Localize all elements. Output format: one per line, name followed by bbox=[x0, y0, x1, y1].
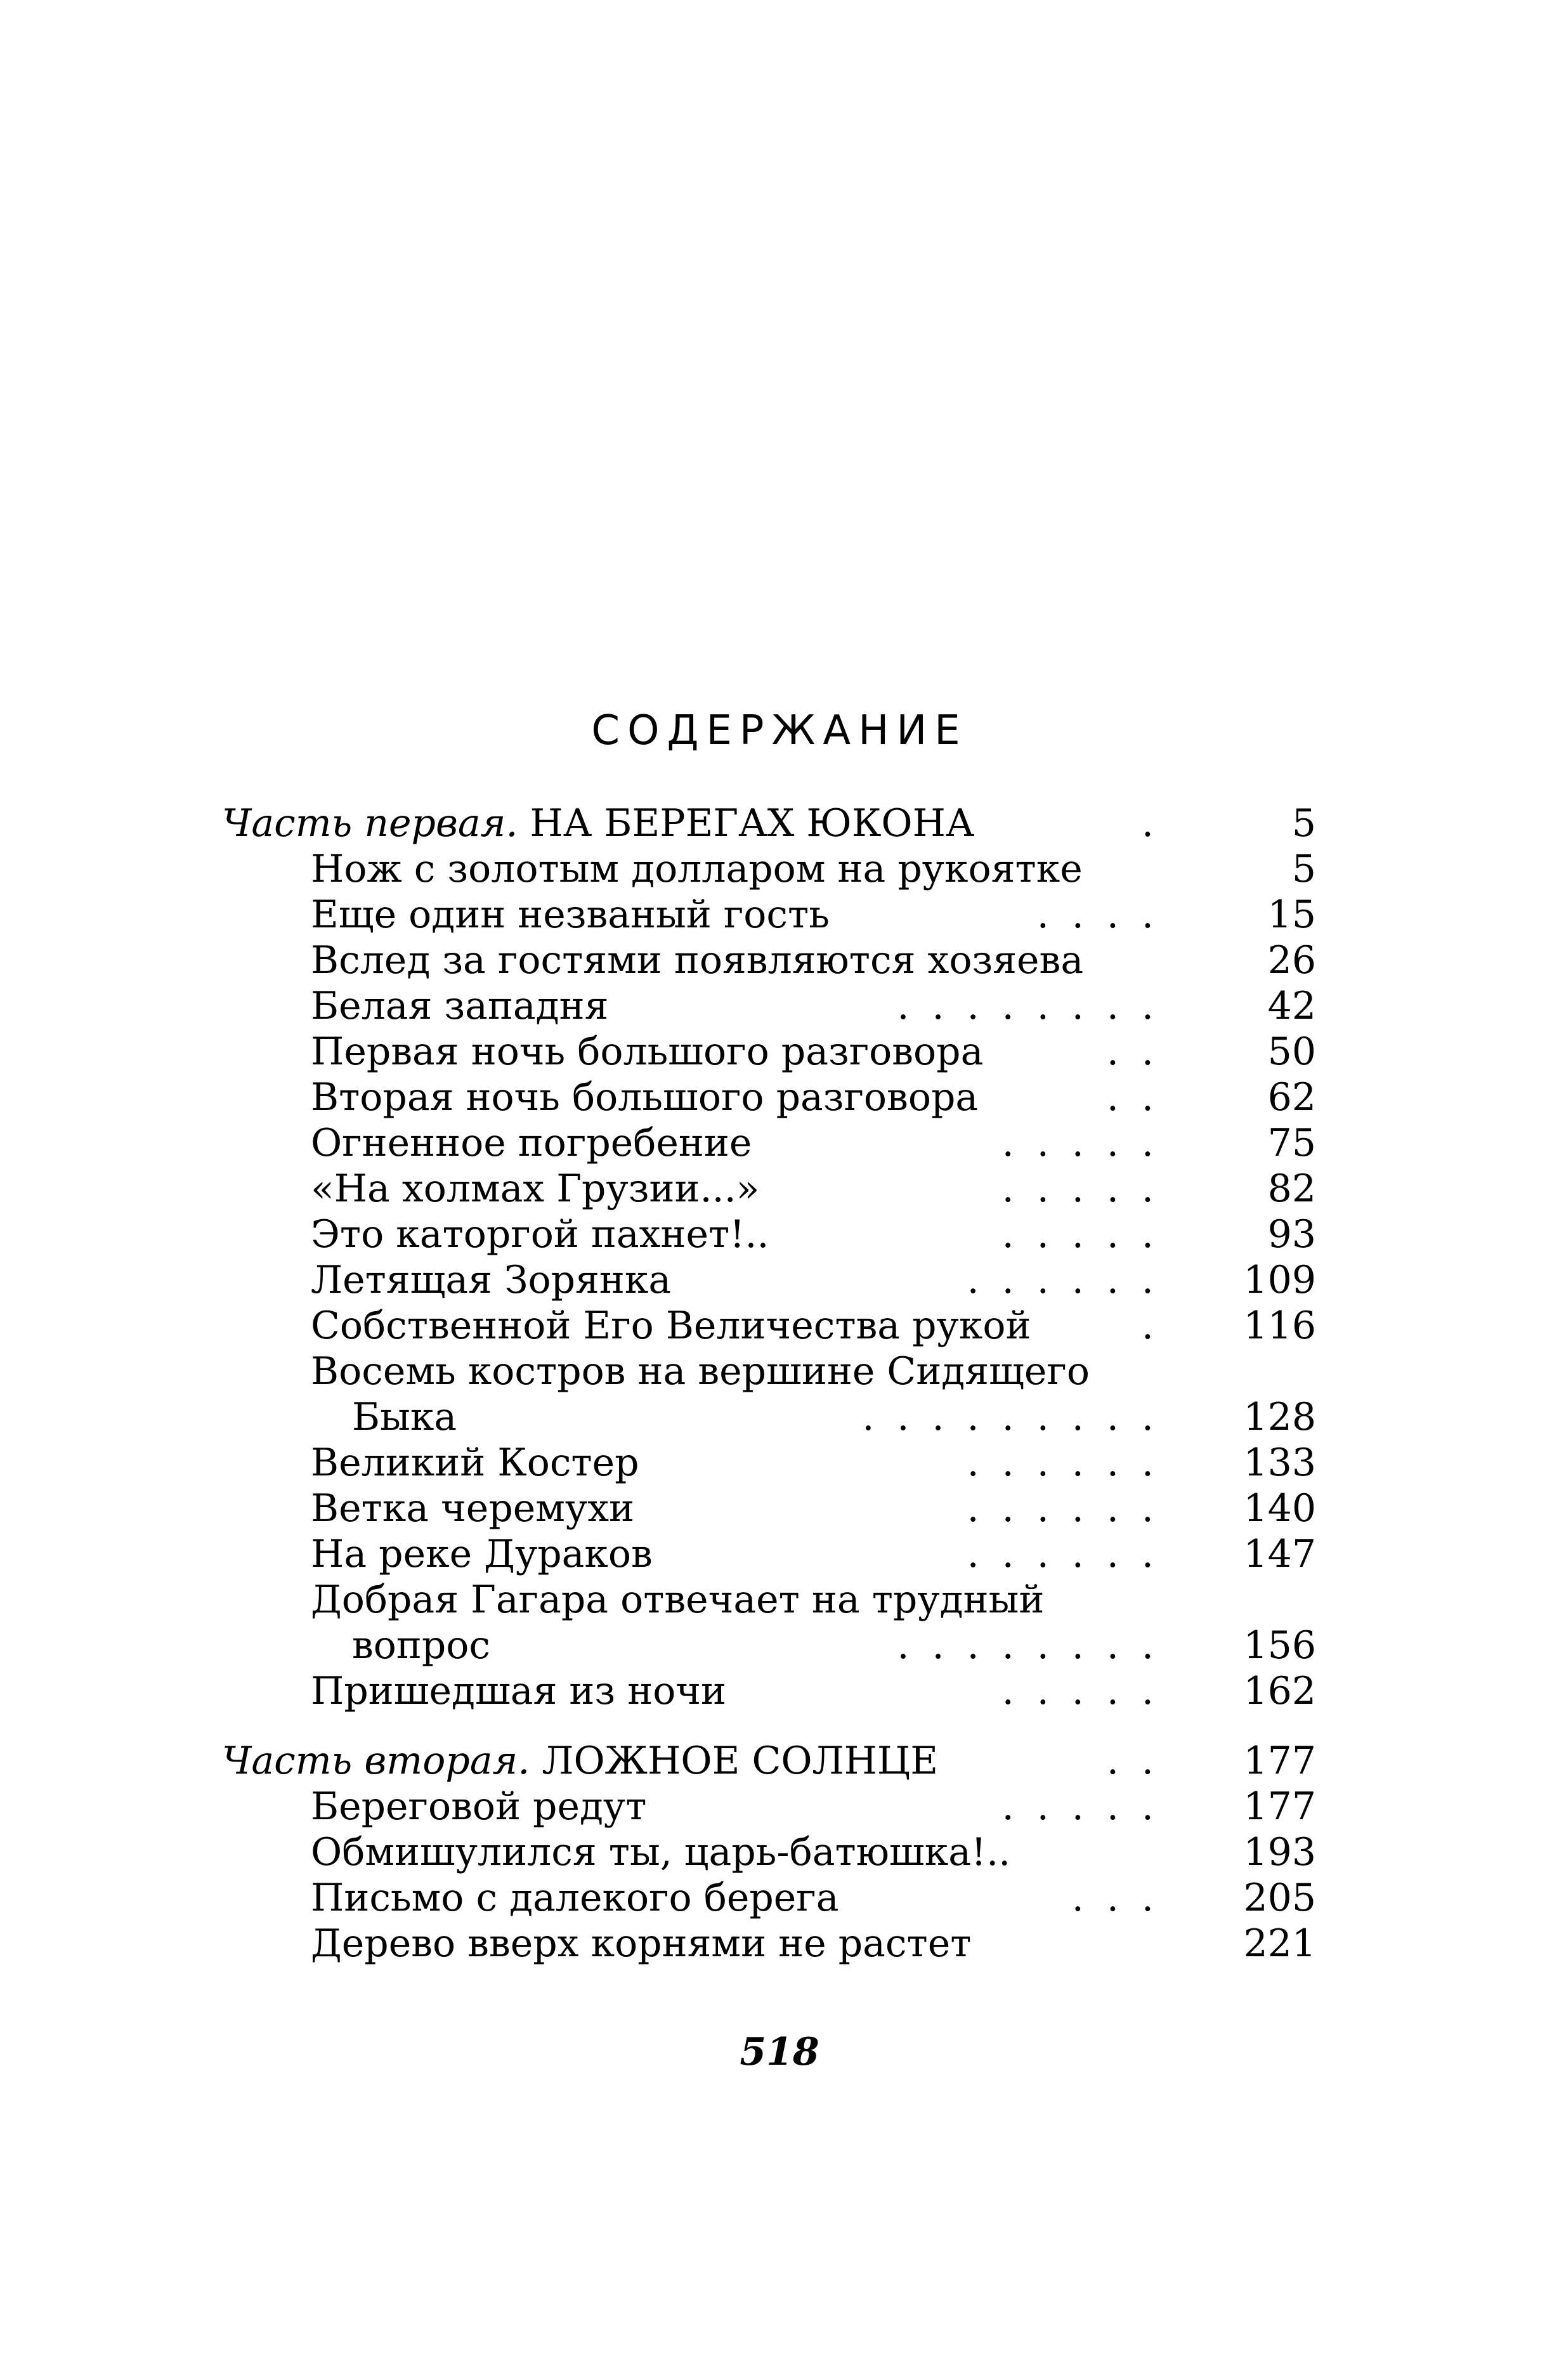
chapter-title: Великий Костер bbox=[311, 1441, 639, 1485]
chapter-row bbox=[222, 1257, 1316, 1303]
chapter-row bbox=[222, 1166, 1316, 1212]
chapter-page-number: 162 bbox=[1243, 1669, 1316, 1713]
chapter-row bbox=[222, 1623, 1316, 1668]
leader-dots: .. bbox=[1106, 1030, 1177, 1074]
part-name: ЛОЖНОЕ СОЛНЦЕ bbox=[542, 1739, 939, 1783]
chapter-row bbox=[222, 983, 1316, 1029]
page-number: 518 bbox=[740, 2030, 819, 2074]
chapter-row bbox=[222, 1394, 1316, 1440]
chapter-title: Ветка черемухи bbox=[311, 1486, 635, 1531]
chapter-row bbox=[222, 1531, 1316, 1577]
leader-dots: . bbox=[1141, 1304, 1177, 1348]
chapter-title: На реке Дураков bbox=[311, 1532, 653, 1576]
chapter-title: Письмо с далекого берега bbox=[311, 1876, 839, 1920]
chapter-title: Нож с золотым долларом на рукоятке bbox=[311, 847, 1083, 891]
leader-dots: ..... bbox=[1001, 1669, 1177, 1713]
leader-dots: ...... bbox=[967, 1441, 1177, 1485]
leader-dots: ... bbox=[1071, 1876, 1177, 1920]
chapter-title: вопрос bbox=[352, 1623, 491, 1668]
chapter-title: Это каторгой пахнет!.. bbox=[311, 1212, 769, 1257]
leader-dots: .. bbox=[1106, 1075, 1177, 1120]
chapter-row bbox=[222, 892, 1316, 938]
chapter-row bbox=[222, 1075, 1316, 1120]
chapter-title: Восемь костров на вершине Сидящего bbox=[311, 1349, 1090, 1394]
leader-dots: . bbox=[1141, 801, 1177, 846]
chapter-title: «На холмах Грузии...» bbox=[311, 1167, 760, 1211]
leader-dots: .... bbox=[1036, 893, 1177, 937]
leader-dots: ...... bbox=[967, 1258, 1177, 1302]
leader-dots: ...... bbox=[967, 1532, 1177, 1576]
chapter-row bbox=[222, 1577, 1316, 1623]
chapter-page-number: 82 bbox=[1267, 1167, 1316, 1211]
chapter-page-number: 42 bbox=[1267, 984, 1316, 1028]
part-heading-row bbox=[222, 1738, 1316, 1784]
chapter-title: Добрая Гагара отвечает на трудный bbox=[311, 1578, 1045, 1622]
part-page-number: 5 bbox=[1291, 801, 1316, 846]
chapter-row bbox=[222, 1029, 1316, 1075]
chapter-title: Белая западня bbox=[311, 984, 609, 1028]
leader-dots: ...... bbox=[967, 1486, 1177, 1531]
chapter-title: Вслед за гостями появляются хозяева bbox=[311, 938, 1084, 983]
chapter-page-number: 109 bbox=[1243, 1258, 1316, 1302]
chapter-title: Первая ночь большого разговора bbox=[311, 1030, 984, 1074]
contents-heading: СОДЕРЖАНИЕ bbox=[591, 707, 968, 754]
chapter-row bbox=[222, 1784, 1316, 1829]
chapter-title: Огненное погребение bbox=[311, 1121, 752, 1165]
chapter-page-number: 15 bbox=[1267, 893, 1316, 937]
chapter-title: Вторая ночь большого разговора bbox=[311, 1075, 979, 1120]
chapter-row bbox=[222, 1829, 1316, 1875]
chapter-page-number: 5 bbox=[1291, 847, 1316, 891]
chapter-title: Летящая Зорянка bbox=[311, 1258, 672, 1302]
part-name: НА БЕРЕГАХ ЮКОНА bbox=[530, 801, 975, 846]
chapter-row bbox=[222, 1875, 1316, 1921]
chapter-row bbox=[222, 1440, 1316, 1486]
chapter-page-number: 75 bbox=[1267, 1121, 1316, 1165]
chapter-page-number: 140 bbox=[1243, 1486, 1316, 1531]
chapter-page-number: 156 bbox=[1243, 1623, 1316, 1668]
leader-dots: ..... bbox=[1001, 1784, 1177, 1829]
chapter-page-number: 62 bbox=[1267, 1075, 1316, 1120]
chapter-row bbox=[222, 1921, 1316, 1966]
chapter-row bbox=[222, 1668, 1316, 1714]
chapter-title: Пришедшая из ночи bbox=[311, 1669, 726, 1713]
part-label: Часть вторая. bbox=[222, 1739, 530, 1783]
chapter-row bbox=[222, 846, 1316, 892]
part-page-number: 177 bbox=[1243, 1739, 1316, 1783]
chapter-title: Обмишулился ты, царь-батюшка!.. bbox=[311, 1830, 1011, 1874]
chapter-row bbox=[222, 1303, 1316, 1349]
leader-dots: ........ bbox=[897, 984, 1177, 1028]
chapter-page-number: 147 bbox=[1243, 1532, 1316, 1576]
chapter-row bbox=[222, 1212, 1316, 1257]
chapter-title: Собственной Его Величества рукой bbox=[311, 1304, 1031, 1348]
chapter-page-number: 221 bbox=[1243, 1921, 1316, 1966]
chapter-row bbox=[222, 938, 1316, 983]
leader-dots: .. bbox=[1106, 1739, 1177, 1783]
chapter-page-number: 50 bbox=[1267, 1030, 1316, 1074]
part-heading bbox=[222, 801, 974, 846]
chapter-row bbox=[222, 1120, 1316, 1166]
chapter-page-number: 128 bbox=[1243, 1395, 1316, 1439]
part-label: Часть первая. bbox=[222, 801, 518, 846]
leader-dots: ..... bbox=[1001, 1121, 1177, 1165]
chapter-page-number: 205 bbox=[1243, 1876, 1316, 1920]
chapter-page-number: 193 bbox=[1243, 1830, 1316, 1874]
chapter-page-number: 93 bbox=[1267, 1212, 1316, 1257]
chapter-row bbox=[222, 1486, 1316, 1531]
chapter-page-number: 133 bbox=[1243, 1441, 1316, 1485]
chapter-title: Еще один незваный гость bbox=[311, 893, 830, 937]
leader-dots: ......... bbox=[862, 1395, 1177, 1439]
chapter-title: Дерево вверх корнями не растет bbox=[311, 1921, 972, 1966]
part-heading bbox=[222, 1738, 938, 1784]
chapter-page-number: 26 bbox=[1267, 938, 1316, 983]
table-of-contents bbox=[222, 801, 1316, 1966]
leader-dots: ..... bbox=[1001, 1167, 1177, 1211]
leader-dots: ..... bbox=[1001, 1212, 1177, 1257]
chapter-title: Быка bbox=[352, 1395, 457, 1439]
part-heading-row bbox=[222, 801, 1316, 846]
chapter-row bbox=[222, 1349, 1316, 1394]
part-spacer bbox=[222, 1714, 1316, 1738]
chapter-page-number: 116 bbox=[1243, 1304, 1316, 1348]
chapter-title: Береговой редут bbox=[311, 1784, 647, 1829]
leader-dots: ........ bbox=[897, 1623, 1177, 1668]
chapter-page-number: 177 bbox=[1243, 1784, 1316, 1829]
